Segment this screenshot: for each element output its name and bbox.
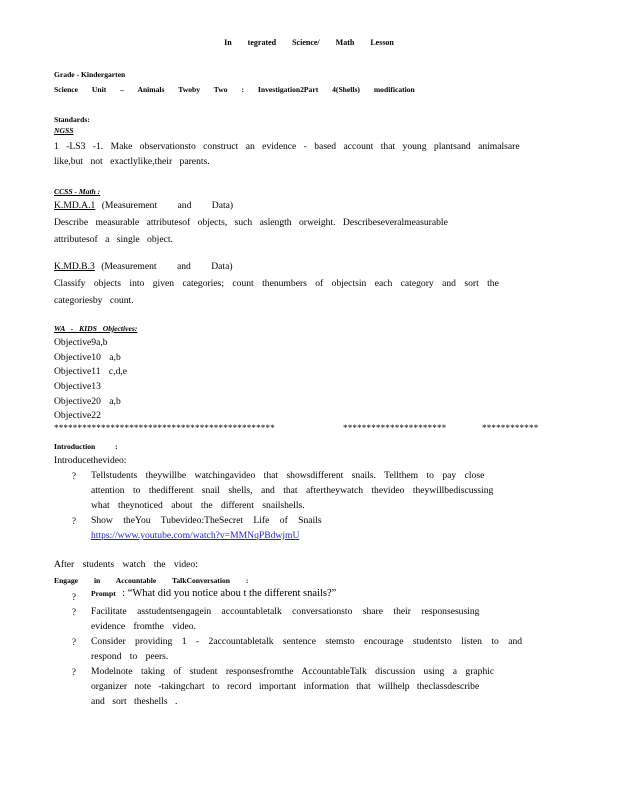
bullet-icon: ? [72,471,76,481]
objective-item: Objective9a,b [54,337,108,348]
engage-bullet-2-line-1: Facilitate asstudentsengagein accountabletalk conversationsto share their responsesusing [91,606,480,617]
separator-stars-1: *********************************************** [54,423,275,433]
bullet-icon: ? [72,667,76,677]
bullet-icon: ? [72,637,76,647]
prompt-line [91,588,336,600]
engage-heading: Engage in Accountable TalkConversation : [54,576,249,585]
unit-line: Science Unit – Animals Twoby Two : Investigation2Part 4(Shells) modification [54,85,415,94]
engage-bullet-3-line-1: Consider providing 1 - 2accountabletalk sentence stemsto encourage studentsto listen to and [91,636,523,647]
engage-bullet-4-line-2: organizer note -takingchart to record important information that willhelp theclassdescribe [91,681,480,692]
document-title: In tegrated Science/ Math Lesson [224,38,394,47]
engage-bullet-3-line-2: respond to peers. [91,651,169,662]
ccss-b3-domain: (Measurement and Data) [101,261,233,272]
standards-heading: Standards: [54,115,90,124]
objective-item: Objective20 a,b [54,396,121,407]
intro-bullet-1-line-3: what theynoticed about the different snailshells. [91,500,305,511]
bullet-icon: ? [72,516,76,526]
after-video-line: After students watch the video: [54,559,198,570]
ngss-text-line-2: like,but not exactlylike,their parents. [54,156,210,167]
prompt-label: Prompt [91,589,116,598]
engage-bullet-4-line-3: and sort theshells . [91,696,178,707]
intro-bullet-2-line-1: Show theYou Tubevideo:TheSecret Life of Snails [91,515,322,526]
objective-item: Objective22 [54,410,101,421]
ccss-a1-text-line-2: attributesof a single object. [54,234,173,245]
intro-bullet-1-line-1: Tellstudents theywillbe watchingavideo that showsdifferent snails. Tellthem to pay close [91,470,485,481]
engage-bullet-2-line-2: evidence fromthe video. [91,621,196,632]
ccss-a1-text-line-1: Describe measurable attributesof objects, such aslength orweight. Describeseveralmeasurable [54,217,448,228]
introduction-intro: Introducethevideo: [54,455,127,466]
wakids-heading: WA - KIDS Objectives: [54,324,138,333]
ccss-b3-text-line-2: categoriesby count. [54,295,134,306]
ngss-heading: NGSS [54,126,74,135]
introduction-heading: Introduction : [54,442,118,451]
engage-bullet-4-line-1: Modelnote taking of student responsesfromthe AccountableTalk discussion using a graphic [91,666,495,677]
video-link-row [91,530,299,542]
intro-bullet-1-line-2: attention to thedifferent snail shells, and that aftertheywatch thevideo theywillbediscussing [91,485,494,496]
ccss-a1-domain: (Measurement and Data) [101,200,234,211]
ccss-b3-code: K.MD.B.3 [54,261,95,272]
youtube-video-link[interactable]: https://www.youtube.com/watch?v=MMNqPBdwjmU [91,530,300,541]
ccss-b3-header [54,261,233,273]
bullet-icon: ? [72,607,76,617]
grade-line: Grade - Kindergarten [54,70,126,79]
ccss-b3-text-line-1: Classify objects into given categories; count thenumbers of objectsin each category and sort the [54,278,499,289]
ngss-text-line-1: 1 -LS3 -1. Make observationsto construct an evidence - based account that young plantsand animalsare [54,141,520,152]
ccss-a1-header [54,200,233,212]
objective-item: Objective10 a,b [54,352,121,363]
ccss-heading: CCSS - Math : [54,187,101,196]
objective-item: Objective13 [54,381,101,392]
prompt-text: : “What did you notice abou t the different snails?” [122,588,337,599]
ccss-a1-code: K.MD.A.1 [54,200,96,211]
separator-stars-2: ********************** [343,423,447,433]
separator-stars-3: ************ [482,423,539,433]
objective-item: Objective11 c,d,e [54,366,128,377]
bullet-icon: ? [72,592,76,602]
